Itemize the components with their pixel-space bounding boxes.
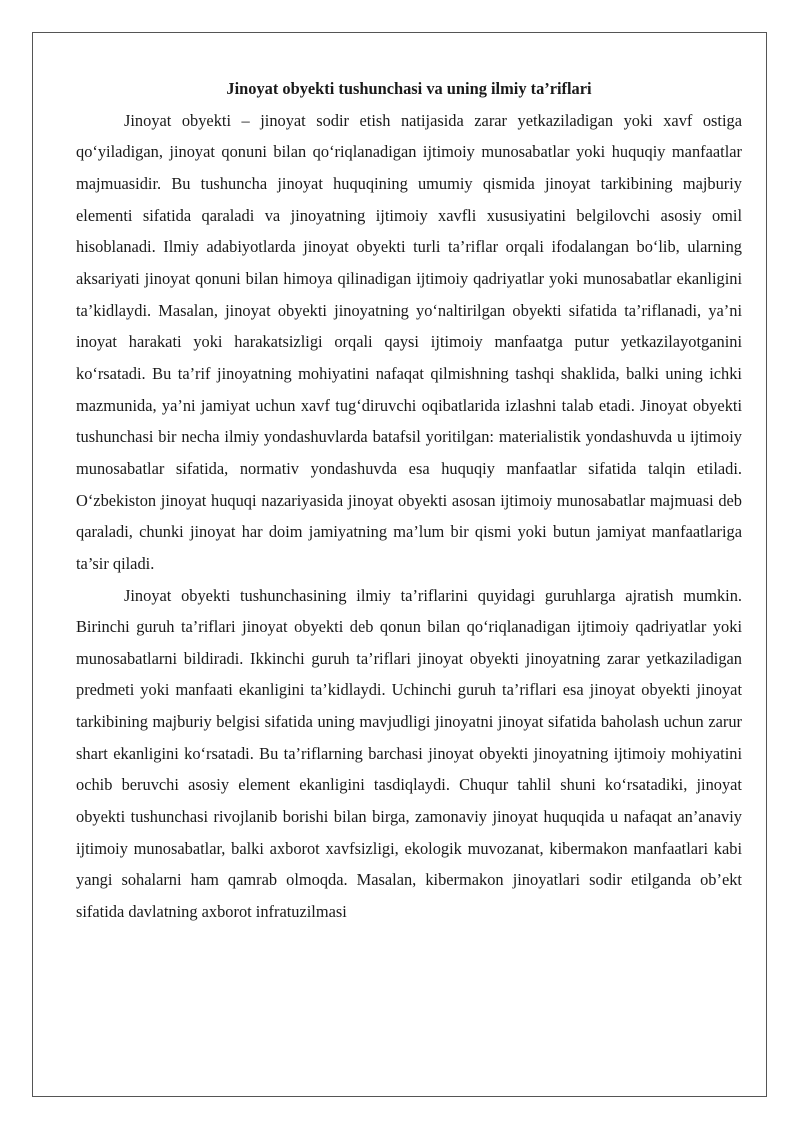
document-body (76, 73, 742, 928)
paragraph-1: Jinoyat obyekti – jinoyat sodir etish natijasida zarar yetkaziladigan yoki xavf ostiga qo‘yiladigan, jinoyat qonuni bilan qo‘riqlanadigan ijtimoiy munosabatlar yoki huquqiy manfaatlar majmuasidir. Bu tushuncha jinoyat huquqining umumiy qismida jinoyat tarkibining majburiy elementi sifatida qaraladi va jinoyatning ijtimoiy xavfli xususiyatini belgilovchi asosiy omil hisoblanadi. Ilmiy adabiyotlarda jinoyat obyekti turli ta’riflar orqali ifodalangan bo‘lib, ularning aksariyati jinoyat qonuni bilan himoya qilinadigan ijtimoiy qadriyatlar yoki munosabatlar ekanligini ta’kidlaydi. Masalan, jinoyat obyekti jinoyatning yo‘naltirilgan obyekti sifatida ta’riflanadi, ya’ni inoyat harakati yoki harakatsizligi orqali qaysi ijtimoiy manfaatga putur yetkazilayotganini ko‘rsatadi. Bu ta’rif jinoyatning mohiyatini nafaqat qilmishning tashqi shaklida, balki uning ichki mazmunida, ya’ni jamiyat uchun xavf tug‘diruvchi oqibatlarida izlashni talab etadi. Jinoyat obyekti tushunchasi bir necha ilmiy yondashuvlarda batafsil yoritilgan: materialistik yondashuvda u ijtimoiy munosabatlar sifatida, normativ yondashuvda esa huquqiy manfaatlar sifatida talqin etiladi. O‘zbekiston jinoyat huquqi nazariyasida jinoyat obyekti asosan ijtimoiy munosabatlar majmuasi deb qaraladi, chunki jinoyat har doim jamiyatning ma’lum bir qismi yoki butun jamiyat manfaatlariga ta’sir qiladi. (76, 110, 742, 573)
document-title: Jinoyat obyekti tushunchasi va uning ilmiy ta’riflari (226, 79, 592, 98)
paragraph-2: Jinoyat obyekti tushunchasining ilmiy ta’riflarini quyidagi guruhlarga ajratish mumkin. Birinchi guruh ta’riflari jinoyat obyekti deb qonun bilan qo‘riqlanadigan ijtimoiy qadriyatlar yoki munosabatlarni bildiradi. Ikkinchi guruh ta’riflari jinoyat obyekti jinoyatning zarar yetkaziladigan predmeti yoki manfaati ekanligini ta’kidlaydi. Uchinchi guruh ta’riflari esa jinoyat obyekti jinoyat tarkibining majburiy belgisi sifatida uning mavjudligi jinoyatni jinoyat sifatida baholash uchun zarur shart ekanligini ko‘rsatadi. Bu ta’riflarning barchasi jinoyat obyekti jinoyatning ijtimoiy mohiyatini ochib beruvchi asosiy element ekanligini tasdiqlaydi. Chuqur tahlil shuni ko‘rsatadiki, jinoyat obyekti tushunchasi rivojlanib borishi bilan birga, zamonaviy jinoyat huquqida u nafaqat an’anaviy ijtimoiy munosabatlar, balki axborot xavfsizligi, ekologik muvozanat, kibermakon manfaatlari kabi yangi sohalarni ham qamrab olmoqda. Masalan, kibermakon jinoyatlari sodir etilganda ob’ekt sifatida davlatning axborot infratuzilmasi (76, 585, 742, 922)
